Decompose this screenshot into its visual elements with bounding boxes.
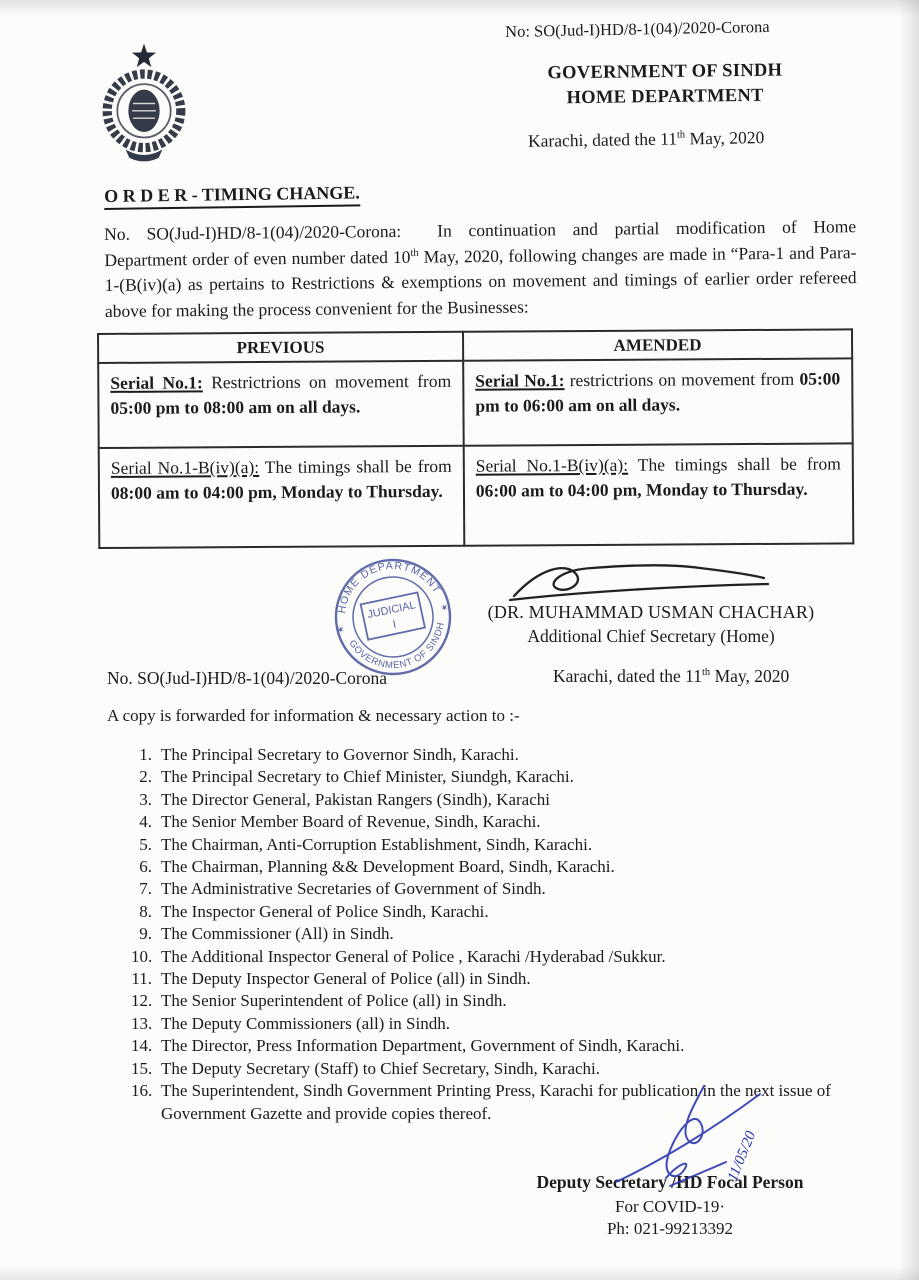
date2-ordinal: th	[702, 667, 711, 679]
list-item	[131, 923, 863, 945]
cell-bold-text: 08:00 am to 04:00 pm, Monday to Thursday.	[110, 480, 443, 503]
item-text: The Senior Superintendent of Police (all) in Sindh.	[161, 991, 507, 1011]
item-number: 15.	[131, 1058, 153, 1078]
cell-text: The timings shall be from	[259, 455, 452, 478]
item-text: The Director, Press Information Department, Government of Sindh, Karachi.	[161, 1036, 685, 1056]
item-text: The Deputy Inspector General of Police (all) in Sindh.	[161, 969, 531, 989]
footer-phone: Ph: 021-99213392	[606, 1219, 734, 1238]
stamp-star-right: ✶	[439, 602, 450, 615]
cell-text: The timings shall be from	[628, 453, 841, 475]
signatory-name: (DR. MUHAMMAD USMAN CHACHAR)	[487, 602, 815, 622]
cell-bold-text: 06:00 am to 04:00 pm, Monday to Thursday.	[475, 478, 808, 501]
order-paragraph	[104, 214, 857, 325]
cell-previous-serial-1b	[99, 446, 465, 548]
item-number: 3.	[139, 789, 152, 809]
stamp-center-line2: I	[391, 618, 398, 632]
date2-suffix: May, 2020	[710, 666, 790, 686]
item-text: The Director General, Pakistan Rangers (Sindh), Karachi	[161, 789, 550, 809]
paragraph-ref-number: No. SO(Jud-I)HD/8-1(04)/2020-Corona:	[104, 220, 402, 244]
cell-previous-serial-1	[98, 361, 463, 448]
item-text: The Inspector General of Police Sindh, Karachi.	[161, 901, 489, 921]
serial-label: Serial No.1-B(iv)(a):	[110, 457, 260, 478]
serial-label: Serial No.1-B(iv)(a):	[475, 454, 629, 476]
scan-shadow-bottom	[0, 1266, 919, 1280]
item-text: The Chairman, Planning && Development Board, Sindh, Karachi.	[161, 857, 615, 877]
item-number: 4.	[139, 812, 152, 832]
item-text: The Deputy Commissioners (all) in Sindh.	[161, 1013, 450, 1033]
table-header-row	[98, 329, 852, 363]
list-item	[131, 766, 863, 788]
recipients-list	[131, 744, 863, 1125]
stamp-center-line1: JUDICIAL	[366, 599, 417, 622]
table-row	[99, 443, 854, 548]
serial-label: Serial No.1:	[475, 370, 565, 391]
signature-icon	[608, 1078, 798, 1208]
date2-prefix: Karachi, dated the 11	[553, 666, 703, 686]
item-number: 2.	[139, 767, 152, 787]
item-number: 9.	[139, 924, 152, 944]
reference-number-bottom: No. SO(Jud-I)HD/8-1(04)/2020-Corona	[107, 668, 387, 688]
list-item	[131, 1058, 863, 1080]
item-number: 14.	[131, 1036, 153, 1056]
signatory-block	[462, 602, 840, 647]
cell-text: Restrictrions on movement from	[202, 370, 452, 393]
cell-amended-serial-1	[463, 358, 853, 445]
item-text: The Senior Member Board of Revenue, Sindh, Karachi.	[161, 812, 541, 832]
item-text: The Superintendent, Sindh Government Printing Press, Karachi for publication in the next issue of Government Gazette and provide copies thereof.	[161, 1081, 831, 1123]
list-item	[131, 968, 863, 990]
focal-person-signature	[608, 1078, 798, 1213]
list-item	[131, 811, 863, 833]
footer-for-covid: For COVID-19·	[614, 1197, 726, 1216]
cell-bold-text: 05:00 pm to 06:00 am on all days.	[475, 368, 841, 416]
list-item	[131, 1035, 863, 1057]
footer-designation: Deputy Secretary /HD Focal Person	[536, 1172, 804, 1192]
item-text: The Deputy Secretary (Staff) to Chief Secretary, Sindh, Karachi.	[161, 1058, 601, 1078]
item-number: 16.	[131, 1081, 153, 1101]
item-number: 11.	[131, 969, 152, 989]
item-number: 10.	[131, 946, 153, 966]
list-item	[131, 834, 863, 856]
crest-icon	[98, 40, 190, 166]
paragraph-body-1: In continuation and partial modification of Home Department order of even number dated 10	[104, 216, 857, 270]
table-header-previous: PREVIOUS	[98, 332, 463, 363]
item-text: The Administrative Secretaries of Government of Sindh.	[161, 879, 546, 899]
org-name-line1: GOVERNMENT OF SINDH	[547, 60, 783, 84]
paragraph-body-2: May, 2020, following changes are made in “Para-1 and Para-1-(B(iv)(a) as pertains to Restrictions & exemptions on movement and timings of earlier order refereed above for making the process convenient for the Businesses:	[104, 241, 857, 322]
list-item	[131, 789, 863, 811]
scan-shadow-top	[0, 0, 919, 16]
org-name-line2: HOME DEPARTMENT	[566, 85, 764, 109]
item-number: 12.	[131, 991, 153, 1011]
list-item	[131, 744, 863, 766]
cell-amended-serial-1b	[464, 443, 854, 545]
reference-number-top: No: SO(Jud-I)HD/8-1(04)/2020-Corona	[505, 16, 770, 41]
list-item	[131, 901, 863, 923]
item-number: 6.	[139, 857, 152, 877]
date1-suffix: May, 2020	[685, 127, 765, 149]
item-number: 13.	[131, 1013, 153, 1033]
date1-prefix: Karachi, dated the 11	[527, 128, 678, 151]
item-number: 8.	[139, 901, 152, 921]
item-text: The Additional Inspector General of Police , Karachi /Hyderabad /Sukkur.	[161, 946, 666, 966]
list-item	[131, 856, 863, 878]
signatory-title: Additional Chief Secretary (Home)	[527, 626, 775, 646]
cell-bold-text: 05:00 pm to 08:00 am on all days.	[110, 395, 361, 418]
stamp-arc-top-text: HOME DEPARTMENT	[336, 559, 444, 615]
date-line-2	[553, 666, 789, 687]
item-number: 5.	[139, 834, 152, 854]
list-item	[131, 878, 863, 900]
item-text: The Principal Secretary to Chief Minister, Siundgh, Karachi.	[161, 767, 574, 787]
list-item	[131, 990, 863, 1012]
date1-ordinal: th	[676, 129, 686, 141]
amendment-table	[97, 328, 854, 549]
scan-shadow-right	[899, 0, 919, 1280]
stamp-star-left: ✶	[335, 624, 347, 637]
item-number: 1.	[139, 745, 152, 764]
item-text: The Chairman, Anti-Corruption Establishment, Sindh, Karachi.	[161, 834, 593, 854]
letterhead	[535, 58, 796, 111]
table-header-amended: AMENDED	[463, 329, 852, 360]
item-text: The Commissioner (All) in Sindh.	[161, 924, 394, 944]
date-line-1	[528, 127, 765, 152]
list-item	[131, 946, 863, 968]
item-number: 7.	[139, 879, 152, 899]
order-heading-text: O R D E R - TIMING CHANGE.	[104, 182, 360, 210]
serial-label: Serial No.1:	[110, 372, 203, 393]
cell-text: restrictrions on movement from	[564, 368, 800, 391]
forwarding-line: A copy is forwarded for information & necessary action to :-	[107, 706, 520, 725]
item-text: The Principal Secretary to Governor Sindh, Karachi.	[161, 745, 519, 764]
paragraph-ordinal: th	[410, 247, 419, 259]
list-item	[131, 1013, 863, 1035]
sindh-crest-logo	[98, 40, 190, 171]
handwritten-date: 11/05/20	[724, 1129, 760, 1184]
table-row	[98, 358, 853, 448]
order-heading	[104, 182, 360, 210]
stamp-arc-bottom-text: GOVERNMENT OF SINDH	[346, 621, 447, 672]
